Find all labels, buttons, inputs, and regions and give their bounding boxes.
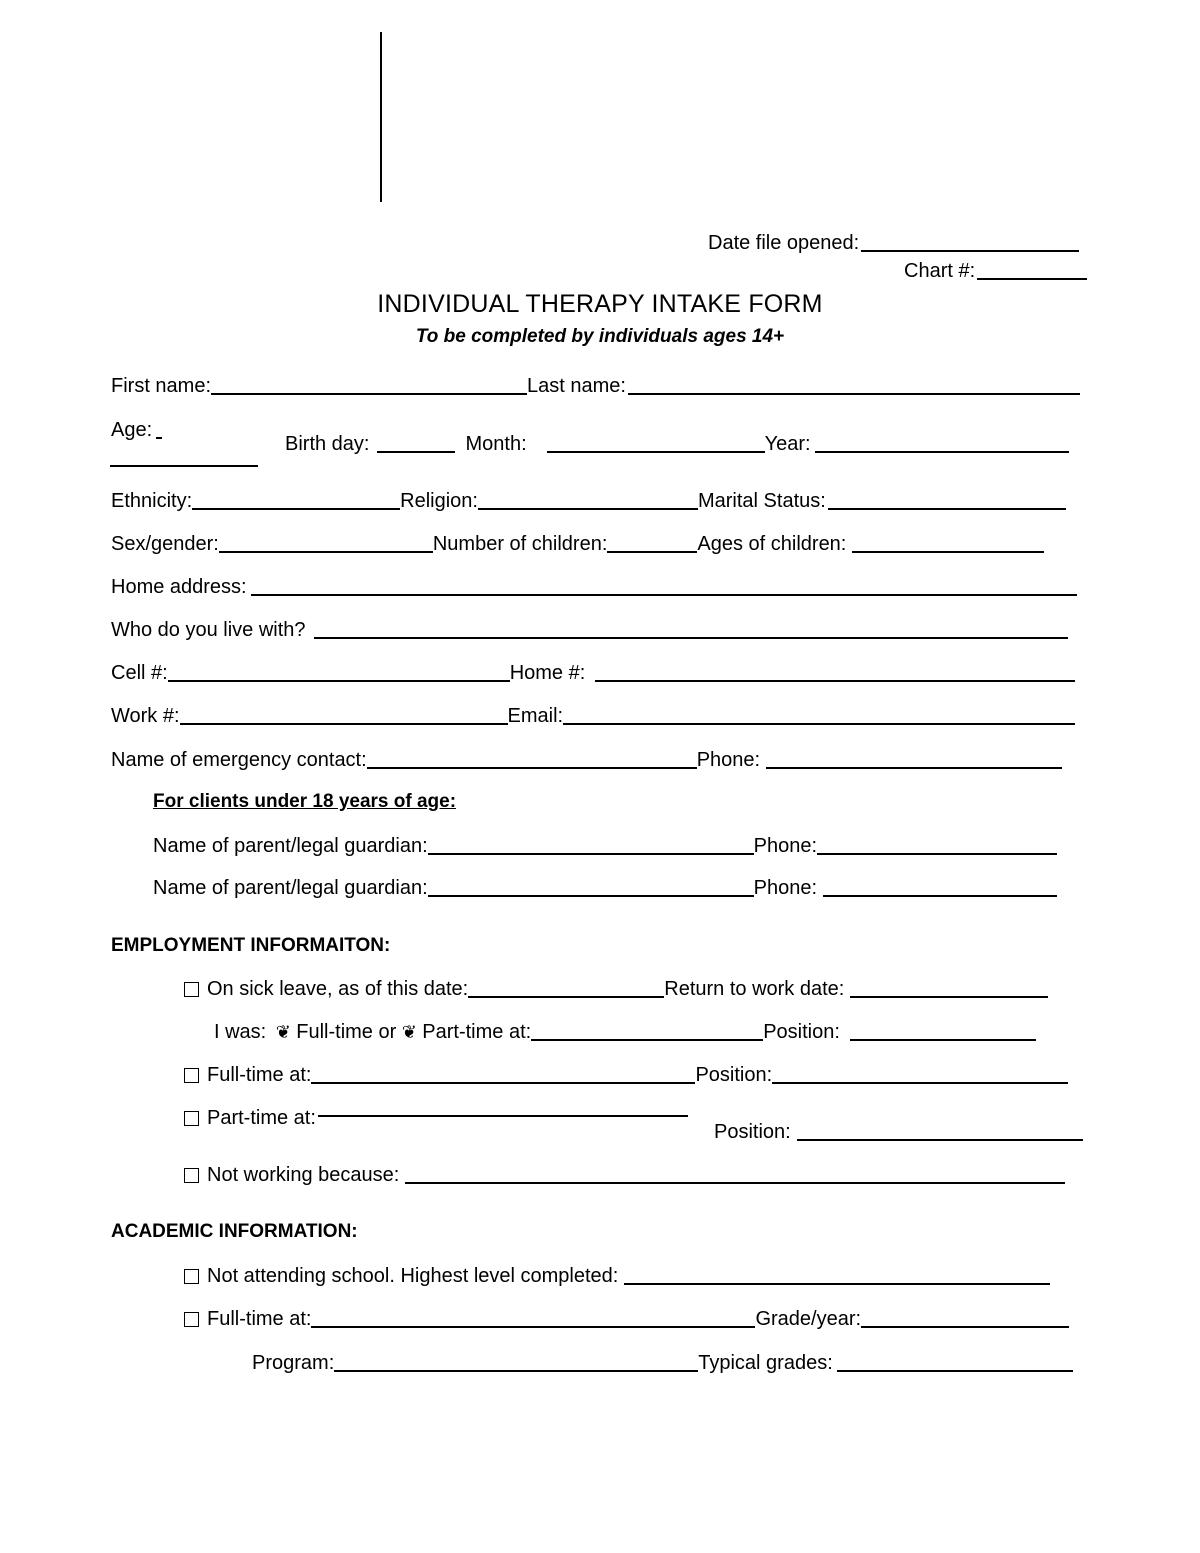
full-time-at-label: Full-time at:: [207, 1064, 312, 1086]
marital-status-field[interactable]: [828, 490, 1066, 510]
position-field-3[interactable]: [797, 1121, 1083, 1141]
guardian-1-label: Name of parent/legal guardian:: [153, 835, 428, 857]
work-field[interactable]: [180, 705, 508, 725]
email-label: Email:: [507, 705, 564, 727]
email-field[interactable]: [563, 705, 1075, 725]
school-full-time-checkbox[interactable]: [184, 1312, 199, 1327]
not-working-label: Not working because:: [207, 1164, 400, 1186]
cell-field[interactable]: [168, 662, 510, 682]
live-with-row: [111, 619, 1068, 641]
chart-number-label: Chart #:: [904, 260, 976, 282]
guardian-2-phone-label: Phone:: [753, 877, 818, 899]
part-time-at-label: Part-time at:: [422, 1021, 532, 1043]
date-file-opened-row: [708, 232, 1079, 254]
program-row: [252, 1352, 1073, 1374]
home-address-field[interactable]: [251, 576, 1077, 596]
number-of-children-field[interactable]: [607, 533, 697, 553]
i-was-row: [214, 1021, 1036, 1043]
position-row-3: [714, 1121, 1083, 1143]
program-field[interactable]: [334, 1352, 698, 1372]
not-working-field[interactable]: [405, 1164, 1065, 1184]
return-to-work-field[interactable]: [850, 978, 1048, 998]
ages-of-children-field[interactable]: [852, 533, 1044, 553]
emergency-contact-row: [111, 749, 1062, 771]
sick-leave-checkbox[interactable]: [184, 982, 199, 997]
position-field-1[interactable]: [850, 1021, 1036, 1041]
month-label: Month:: [465, 433, 527, 455]
emergency-phone-field[interactable]: [766, 749, 1062, 769]
full-time-row: [184, 1064, 1068, 1086]
month-field[interactable]: [547, 433, 765, 453]
full-time-checkbox[interactable]: [184, 1068, 199, 1083]
full-time-employer-field[interactable]: [311, 1064, 695, 1084]
marital-status-label: Marital Status:: [697, 490, 826, 512]
age-row: [111, 419, 162, 441]
sick-leave-label: On sick leave, as of this date:: [207, 978, 469, 1000]
not-attending-label: Not attending school. Highest level completed:: [207, 1265, 619, 1287]
typical-grades-field[interactable]: [837, 1352, 1073, 1372]
live-with-label: Who do you live with?: [111, 619, 306, 641]
emergency-phone-label: Phone:: [696, 749, 761, 771]
last-name-field[interactable]: [628, 375, 1080, 395]
part-time-row: [184, 1107, 688, 1129]
full-time-or-label: Full-time or: [296, 1021, 397, 1043]
religion-field[interactable]: [478, 490, 698, 510]
i-was-label: I was:: [214, 1021, 267, 1043]
guardian-2-phone-field[interactable]: [823, 877, 1057, 897]
birth-row: [285, 433, 1069, 455]
birth-day-field[interactable]: [377, 433, 455, 453]
school-name-field[interactable]: [311, 1308, 755, 1328]
ages-of-children-label: Ages of children:: [697, 533, 847, 555]
last-name-label: Last name:: [527, 375, 626, 397]
name-row: [111, 375, 1080, 397]
position-label-2: Position:: [695, 1064, 773, 1086]
year-field[interactable]: [815, 433, 1069, 453]
guardian-1-row: [153, 835, 1057, 857]
work-label: Work #:: [111, 705, 180, 727]
home-phone-field[interactable]: [595, 662, 1075, 682]
live-with-field[interactable]: [314, 619, 1068, 639]
number-of-children-label: Number of children:: [432, 533, 608, 555]
emergency-contact-field[interactable]: [367, 749, 697, 769]
age-label: Age:: [111, 419, 153, 441]
date-file-opened-label: Date file opened:: [708, 232, 860, 254]
guardian-1-field[interactable]: [428, 835, 754, 855]
birth-day-label: Birth day:: [285, 433, 370, 455]
highest-level-field[interactable]: [624, 1265, 1050, 1285]
form-title: INDIVIDUAL THERAPY INTAKE FORM: [377, 290, 823, 318]
full-time-option-icon[interactable]: ❦: [275, 1022, 291, 1042]
school-full-time-at-label: Full-time at:: [207, 1308, 312, 1330]
date-file-opened-field[interactable]: [861, 232, 1079, 252]
grade-year-label: Grade/year:: [755, 1308, 862, 1330]
vertical-divider-line: [380, 32, 382, 202]
first-name-field[interactable]: [211, 375, 527, 395]
guardian-2-row: [153, 877, 1057, 899]
school-full-time-row: [184, 1308, 1069, 1330]
ethnicity-field[interactable]: [192, 490, 400, 510]
typical-grades-label: Typical grades:: [698, 1352, 833, 1374]
not-attending-row: [184, 1265, 1050, 1287]
home-address-label: Home address:: [111, 576, 247, 598]
employment-heading: EMPLOYMENT INFORMAITON:: [111, 935, 391, 956]
first-name-label: First name:: [111, 375, 212, 397]
cell-label: Cell #:: [111, 662, 168, 684]
grade-year-field[interactable]: [861, 1308, 1069, 1328]
part-time-at-label-2: Part-time at:: [207, 1107, 316, 1129]
emergency-contact-label: Name of emergency contact:: [111, 749, 367, 771]
not-working-checkbox[interactable]: [184, 1168, 199, 1183]
return-to-work-label: Return to work date:: [664, 978, 845, 1000]
position-label-3: Position:: [714, 1121, 791, 1143]
age-field-underline[interactable]: [110, 465, 258, 467]
guardian-2-field[interactable]: [428, 877, 754, 897]
home-address-row: [111, 576, 1077, 598]
part-time-checkbox[interactable]: [184, 1111, 199, 1126]
sex-gender-label: Sex/gender:: [111, 533, 219, 555]
not-attending-checkbox[interactable]: [184, 1269, 199, 1284]
chart-number-field[interactable]: [977, 260, 1087, 280]
form-subtitle: To be completed by individuals ages 14+: [415, 326, 785, 347]
part-time-option-icon[interactable]: ❦: [401, 1022, 417, 1042]
work-email-row: [111, 705, 1075, 727]
guardian-2-label: Name of parent/legal guardian:: [153, 877, 428, 899]
chart-number-row: [904, 260, 1087, 282]
guardian-1-phone-field[interactable]: [817, 835, 1057, 855]
position-label-1: Position:: [763, 1021, 840, 1043]
part-time-employer-field-2[interactable]: [318, 1097, 688, 1117]
age-field[interactable]: [156, 419, 162, 439]
academic-heading: ACADEMIC INFORMATION:: [111, 1221, 358, 1242]
not-working-row: [184, 1164, 1065, 1186]
sick-leave-date-field[interactable]: [468, 978, 664, 998]
minors-heading: For clients under 18 years of age:: [153, 791, 457, 812]
position-field-2[interactable]: [772, 1064, 1068, 1084]
program-label: Program:: [252, 1352, 335, 1374]
year-label: Year:: [764, 433, 811, 455]
part-time-employer-field[interactable]: [531, 1021, 763, 1041]
religion-label: Religion:: [400, 490, 478, 512]
home-phone-label: Home #:: [509, 662, 586, 684]
phone-row: [111, 662, 1075, 684]
sex-gender-field[interactable]: [219, 533, 433, 553]
sex-children-row: [111, 533, 1044, 555]
guardian-1-phone-label: Phone:: [753, 835, 818, 857]
ethnicity-label: Ethnicity:: [111, 490, 193, 512]
sick-leave-row: [184, 978, 1048, 1000]
ethnicity-row: [111, 490, 1066, 512]
